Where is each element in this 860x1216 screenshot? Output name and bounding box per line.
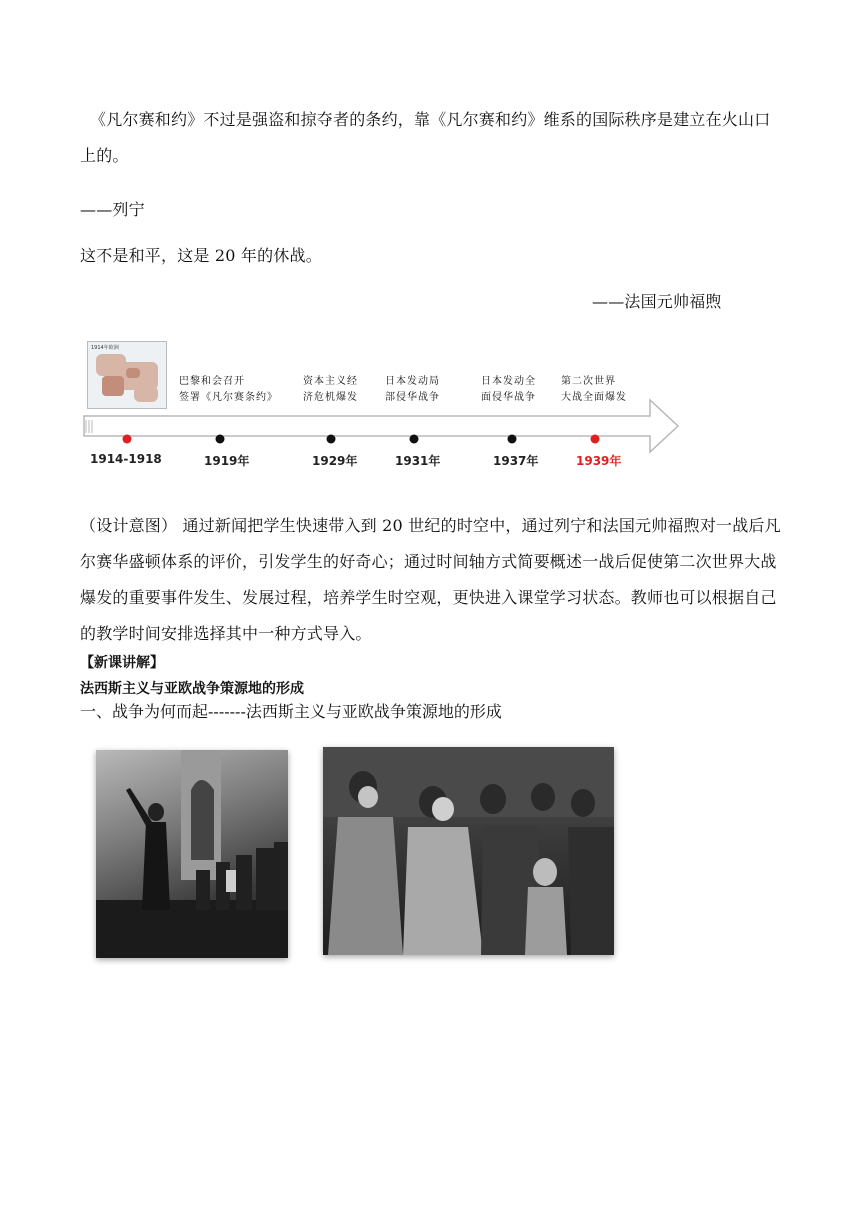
design-intent-paragraph: （设计意图） 通过新闻把学生快速带入到 20 世纪的时空中，通过列宁和法国元帅福煦对一战后凡尔赛华盛顿体系的评价，引发学生的好奇心；通过时间轴方式简要概述一战后促使第二次世界大战爆发的重要事件发生、发展过程，培养学生时空观，更快进入课堂学习状态。教师也可以根据自己的教学时间安排选择其中一种方式导入。 xyxy=(80,516,781,643)
lenin-quote: 《凡尔赛和约》不过是强盗和掠夺者的条约，靠《凡尔赛和约》维系的国际秩序是建立在火山口上的。 xyxy=(80,110,771,165)
map-title: 1914年欧洲 xyxy=(91,345,119,351)
year-label-1914: 1914-1918 xyxy=(90,452,162,466)
historical-photo-speech xyxy=(96,750,288,958)
event-label-paris: 巴黎和会召开 签署《凡尔赛条约》 xyxy=(179,376,278,403)
year-label-1937: 1937年 xyxy=(493,454,539,468)
timeline-figure xyxy=(80,336,680,476)
historical-photo-group xyxy=(323,747,614,955)
foch-quote: 这不是和平，这是 20 年的休战。 xyxy=(80,246,322,265)
topic-heading: 法西斯主义与亚欧战争策源地的形成 xyxy=(80,681,304,697)
event-label-1931: 日本发动局 部侵华战争 xyxy=(385,376,440,403)
timeline-dot-1931 xyxy=(410,435,419,444)
timeline-dot-1919 xyxy=(216,435,225,444)
year-label-1931: 1931年 xyxy=(395,454,441,468)
event-label-1939: 第二次世界 大战全面爆发 xyxy=(561,376,627,403)
lenin-attribution: ——列宁 xyxy=(80,200,145,219)
timeline-dot-1939 xyxy=(591,435,600,444)
section-heading: 一、战争为何而起-------法西斯主义与亚欧战争策源地的形成 xyxy=(80,702,502,721)
europe-map-image xyxy=(87,341,167,409)
timeline-dot-1937 xyxy=(508,435,517,444)
timeline-dot-1929 xyxy=(327,435,336,444)
year-label-1929: 1929年 xyxy=(312,454,358,468)
timeline-dot-1914 xyxy=(123,435,132,444)
new-lesson-heading: 【新课讲解】 xyxy=(80,655,164,671)
year-label-1939: 1939年 xyxy=(576,454,622,468)
year-label-1919: 1919年 xyxy=(204,454,250,468)
event-label-1937: 日本发动全 面侵华战争 xyxy=(481,376,536,403)
event-label-crisis: 资本主义经 济危机爆发 xyxy=(303,376,358,403)
foch-attribution: ——法国元帅福煦 xyxy=(592,292,722,311)
